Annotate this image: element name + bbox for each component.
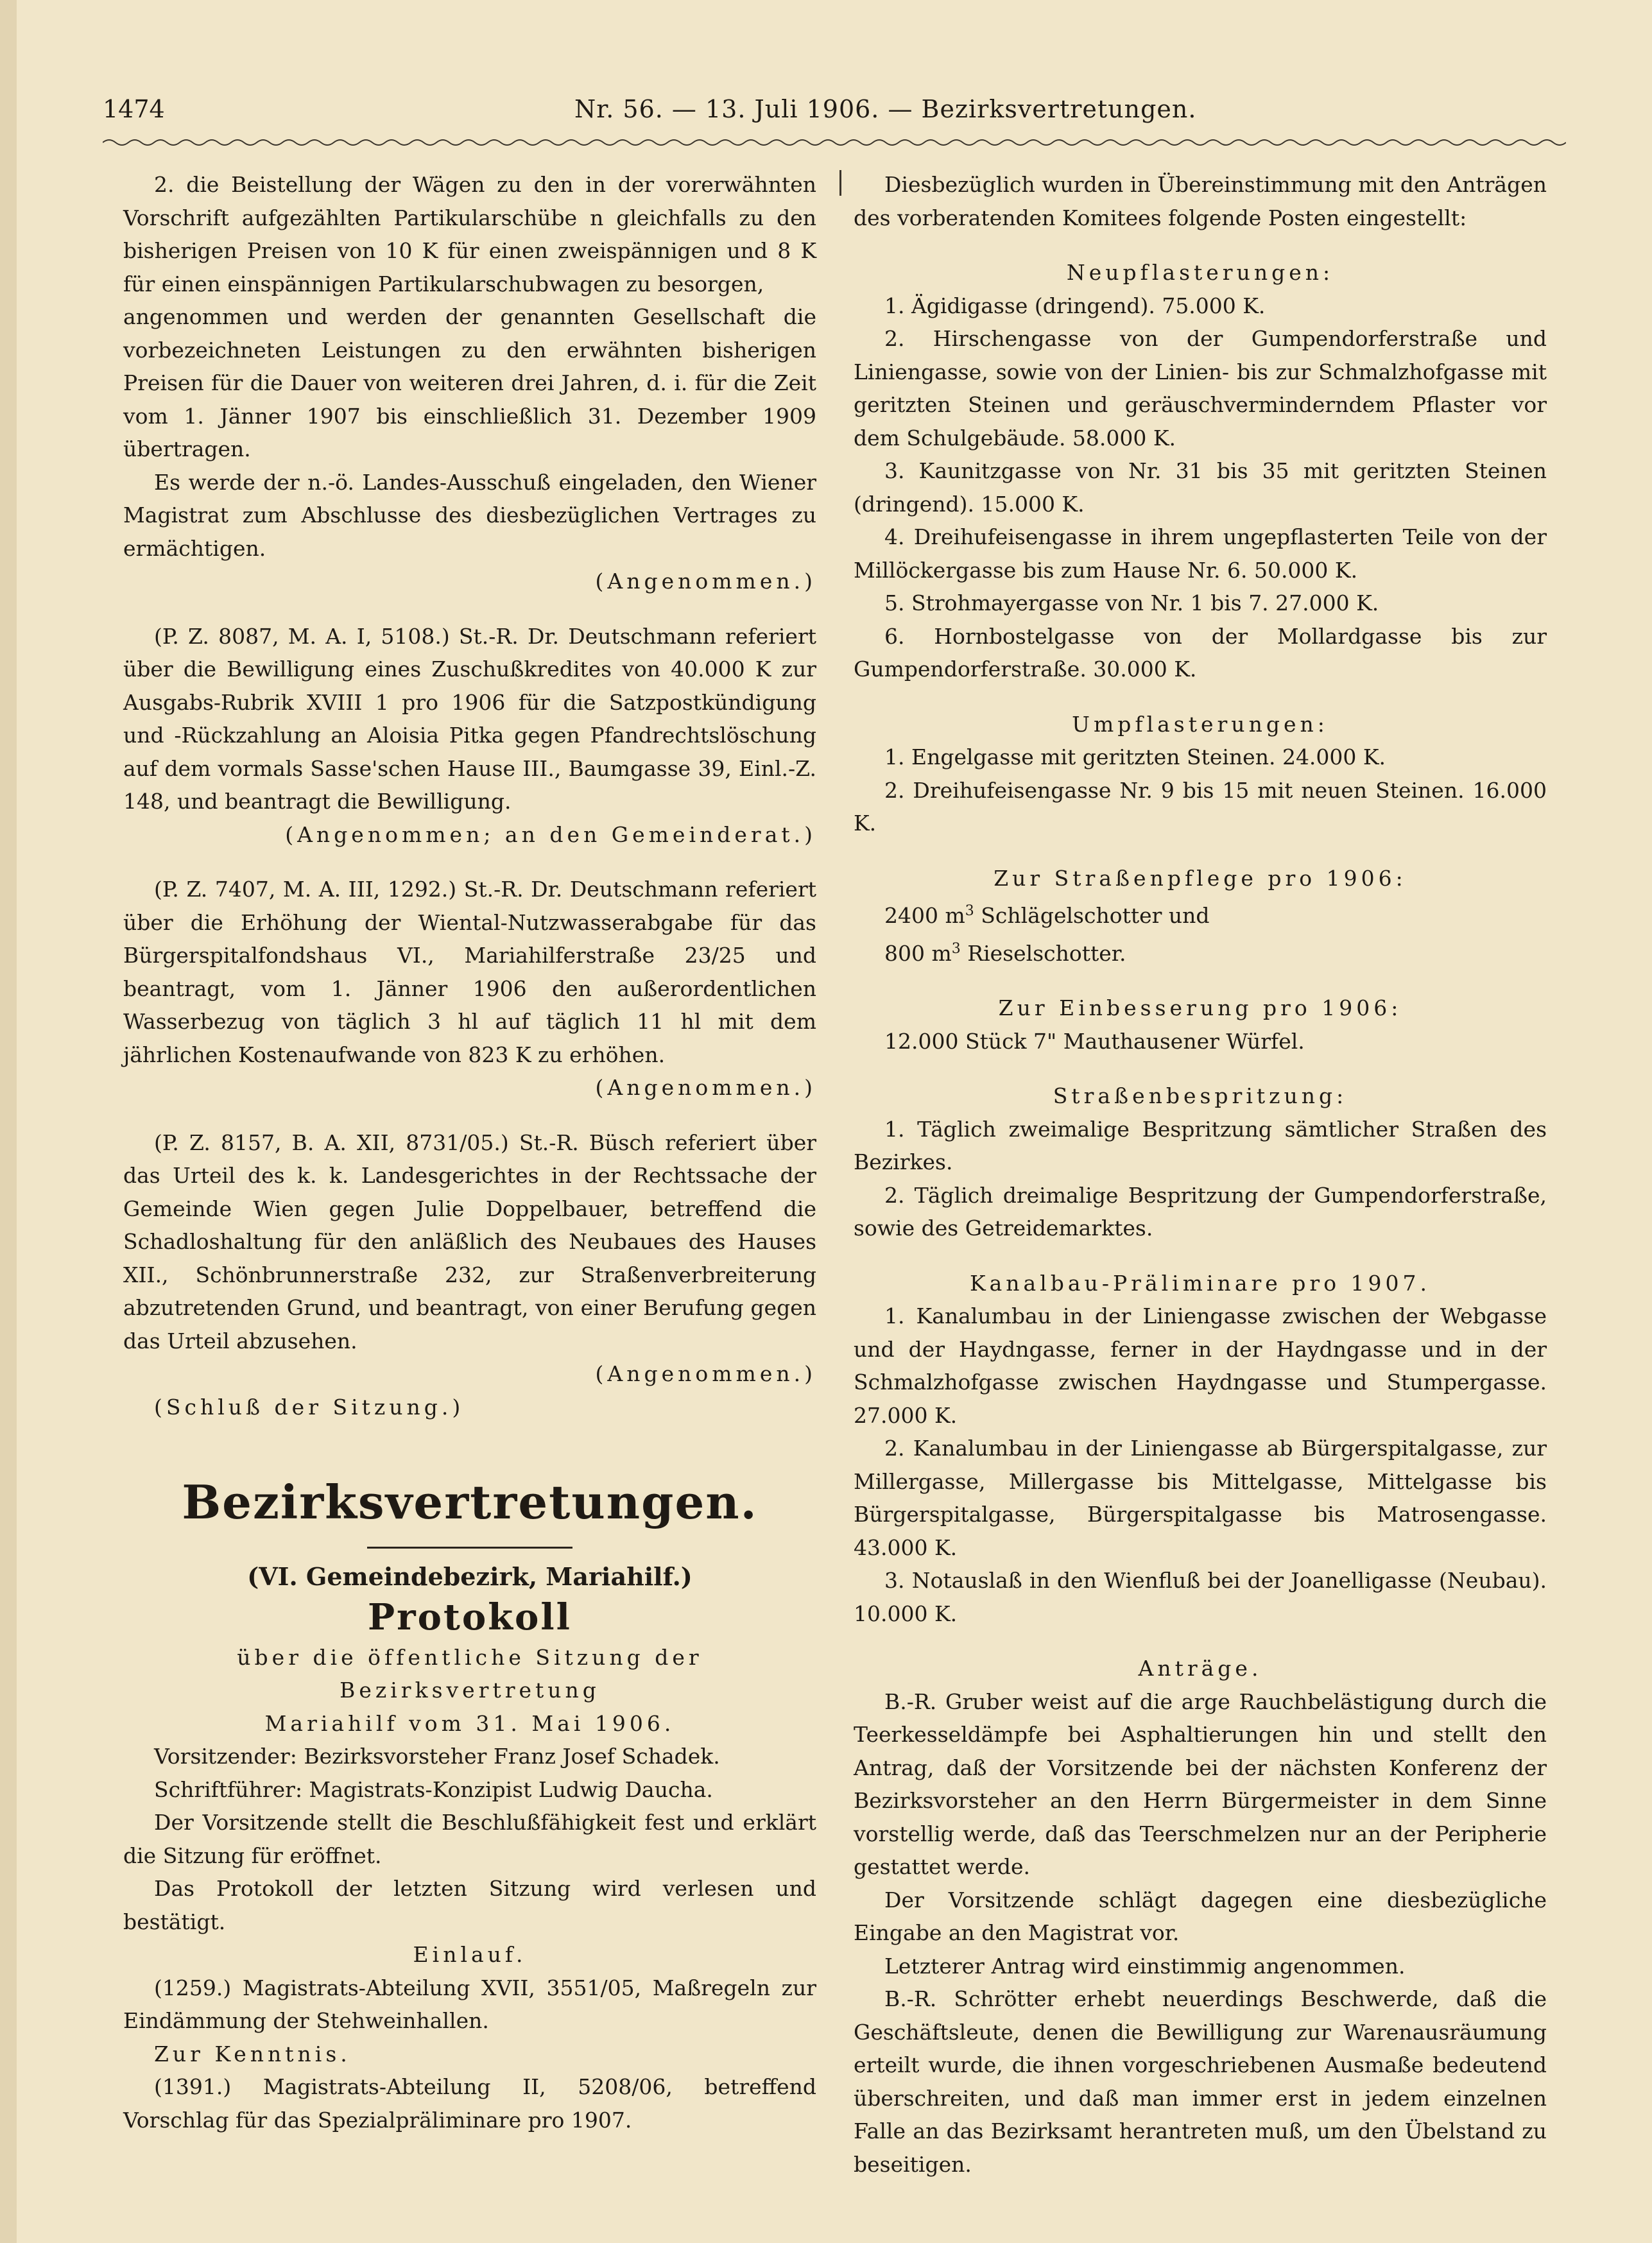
list-item: 2. Dreihufeisengasse Nr. 9 bis 15 mit neuen Steinen. 16.000 K. [854, 777, 1547, 836]
paragraph: (1259.) Magistrats-Abteilung XVII, 3551/05, Maßregeln zur Eindämmung der Stehweinhallen. [123, 1975, 816, 2033]
subsection-heading: Straßenbespritzung: [1053, 1083, 1348, 1108]
session-line: Mariahilf vom 31. Mai 1906. [264, 1710, 675, 1736]
subsection-heading: Zur Einbesserung pro 1906: [998, 995, 1402, 1020]
session-close: (Schluß der Sitzung.) [154, 1394, 465, 1420]
session-line: über die öffentliche Sitzung der Bezirksvertretung [237, 1644, 703, 1703]
subsection-heading: Anträge. [1138, 1656, 1262, 1681]
secretary-line: Schriftführer: Magistrats-Konzipist Ludwig Daucha. [154, 1776, 713, 1802]
left-column [123, 168, 816, 2136]
list-item: 12.000 Stück 7" Mauthausener Würfel. [884, 1028, 1305, 1054]
list-item: 1. Engelgasse mit geritzten Steinen. 24.000 K. [884, 744, 1386, 769]
paragraph: 2. die Beistellung der Wägen zu den in der vorerwähnten Vorschrift aufgezählten Partikularschübe n gleichfalls zu den bisherigen Preisen von 10 K für einen zweispännigen und 8 K für einen einspännigen Partikularschubwagen zu besorgen, [123, 172, 816, 296]
paragraph: B.-R. Gruber weist auf die arge Rauchbelästigung durch die Teerkesseldämpfe bei Asphaltierungen hin und stellt den Antrag, daß der Vorsitzende bei der nächsten Konferenz der Bezirksvorsteher an den Herrn Bürgermeister in dem Sinne vorstellig werde, daß das Teerschmelzen nur an der Peripherie gestattet werde. [854, 1689, 1547, 1879]
list-item: 2400 $m^3$ Schlägelschotter und [884, 903, 1210, 928]
subsection-heading: Einlauf. [413, 1942, 527, 1967]
section-subheading: (VI. Gemeindebezirk, Mariahilf.) [247, 1562, 693, 1591]
paragraph: Der Vorsitzende stellt die Beschlußfähigkeit fest und erklärt die Sitzung für eröffnet. [123, 1810, 816, 1868]
column-divider [839, 170, 841, 196]
list-item: 1. Täglich zweimalige Bespritzung sämtlicher Straßen des Bezirkes. [854, 1116, 1547, 1174]
list-item: 800 $m^3$ Rieselschotter. [884, 940, 1126, 966]
chairman-line: Vorsitzender: Bezirksvorsteher Franz Josef Schadek. [154, 1744, 720, 1769]
list-item: 3. Kaunitzgasse von Nr. 31 bis 35 mit geritzten Steinen (dringend). 15.000 K. [854, 458, 1547, 517]
list-item: 1. Kanalumbau in der Liniengasse zwischen der Webgasse und der Haydngasse, ferner in der Haydngasse und in der Schmalzhofgasse zwischen Haydngasse und Stumpergasse. 27.000 K. [854, 1303, 1547, 1428]
paragraph: Diesbezüglich wurden in Übereinstimmung mit den Anträgen des vorberatenden Komitees folgende Posten eingestellt: [854, 172, 1547, 230]
paragraph: (P. Z. 8087, M. A. I, 5108.) St.-R. Dr. Deutschmann referiert über die Bewilligung eines Zuschußkredites von 40.000 K zur Ausgabs-Rubrik XVIII 1 pro 1906 für die Satzpostkündigung und -Rückzahlung an Aloisia Pitka gegen Pfandrechtslöschung auf dem vormals Sasse'schen Hause III., Baumgasse 39, Einl.-Z. 148, und beantragt die Bewilligung. [123, 623, 816, 814]
subsection-heading: Zur Straßenpflege pro 1906: [994, 865, 1407, 891]
header-title: Nr. 56. — 13. Juli 1906. — Bezirksvertretungen. [574, 95, 1197, 123]
heading-rule [367, 1547, 572, 1549]
list-item: 1. Ägidigasse (dringend). 75.000 K. [884, 293, 1266, 318]
section-heading: Bezirksvertretungen. [182, 1475, 758, 1529]
list-item: 3. Notauslaß in den Wienfluß bei der Joanelligasse (Neubau). 10.000 K. [854, 1568, 1547, 1626]
list-item: 2. Täglich dreimalige Bespritzung der Gumpendorferstraße, sowie des Getreidemarktes. [854, 1182, 1547, 1241]
header-wavy-rule [103, 137, 1566, 148]
subsection-heading: Kanalbau-Präliminare pro 1907. [969, 1270, 1431, 1296]
resolution-note: (Angenommen; an den Gemeinderat.) [285, 821, 816, 847]
list-item: 5. Strohmayergasse von Nr. 1 bis 7. 27.000 K. [884, 590, 1379, 615]
subsection-heading: Umpflasterungen: [1072, 711, 1329, 737]
resolution-note: (Angenommen.) [595, 1075, 816, 1100]
resolution-note: (Angenommen.) [595, 1361, 816, 1386]
paragraph: Es werde der n.-ö. Landes-Ausschuß eingeladen, den Wiener Magistrat zum Abschlusse des diesbezüglichen Vertrages zu ermächtigen. [123, 469, 816, 561]
protocol-title: Protokoll [368, 1595, 572, 1638]
paragraph: Das Protokoll der letzten Sitzung wird verlesen und bestätigt. [123, 1876, 816, 1934]
list-item: 4. Dreihufeisengasse in ihrem ungepflasterten Teile von der Millöckergasse bis zum Hause Nr. 6. 50.000 K. [854, 524, 1547, 583]
subsection-heading: Neupflasterungen: [1066, 260, 1334, 285]
page-header [103, 95, 1566, 133]
paragraph: (P. Z. 8157, B. A. XII, 8731/05.) St.-R. Büsch referiert über das Urteil des k. k. Landesgerichtes in der Rechtssache der Gemeinde Wien gegen Julie Doppelbauer, betreffend die Schadloshaltung für den anläßlich des Neubaues des Hauses XII., Schönbrunnerstraße 232, zur Straßenverbreiterung abzutretenden Grund, und beantragt, von einer Berufung gegen das Urteil abzusehen. [123, 1130, 816, 1354]
list-item: 2. Kanalumbau in der Liniengasse ab Bürgerspitalgasse, zur Millergasse, Millergasse bis Mittelgasse, Mittelgasse bis Bürgerspitalgasse, Bürgerspitalgasse bis Matrosengasse. 43.000 K. [854, 1436, 1547, 1560]
resolution-note: (Angenommen.) [595, 569, 816, 594]
paragraph: B.-R. Schrötter erhebt neuerdings Beschwerde, daß die Geschäftsleute, denen die Bewilligung zur Warenausräumung erteilt wurde, die ihnen vorgeschriebenen Ausmaße bedeutend überschreiten, und daß man immer erst in jedem einzelnen Falle an das Bezirksamt herantreten muß, um den Übelstand zu beseitigen. [854, 1986, 1547, 2177]
paragraph: Zur Kenntnis. [154, 2041, 351, 2067]
paragraph: (P. Z. 7407, M. A. III, 1292.) St.-R. Dr. Deutschmann referiert über die Erhöhung der Wiental-Nutzwasserabgabe für das Bürgerspitalfondshaus VI., Mariahilferstraße 23/25 und beantragt, vom 1. Jänner 1906 den außerordentlichen Wasserbezug von täglich 3 hl auf täglich 11 hl mit dem jährlichen Kostenaufwande von 823 K zu erhöhen. [123, 877, 816, 1067]
page-edge [0, 0, 17, 2243]
right-column [854, 168, 1547, 2181]
list-item: 6. Hornbostelgasse von der Mollardgasse bis zur Gumpendorferstraße. 30.000 K. [854, 623, 1547, 682]
list-item: 2. Hirschengasse von der Gumpendorferstraße und Liniengasse, sowie von der Linien- bis zur Schmalzhofgasse mit geritzten Steinen und geräuschverminderndem Pflaster vor dem Schulgebäude. 58.000 K. [854, 326, 1547, 451]
page-number: 1474 [103, 95, 165, 123]
paragraph: (1391.) Magistrats-Abteilung II, 5208/06, betreffend Vorschlag für das Spezialpräliminare pro 1907. [123, 2074, 816, 2133]
paragraph: Der Vorsitzende schlägt dagegen eine diesbezügliche Eingabe an den Magistrat vor. [854, 1887, 1547, 1945]
paragraph: Letzterer Antrag wird einstimmig angenommen. [884, 1953, 1406, 1979]
paragraph: angenommen und werden der genannten Gesellschaft die vorbezeichneten Leistungen zu den erwähnten bisherigen Preisen für die Dauer von weiteren drei Jahren, d. i. für die Zeit vom 1. Jänner 1907 bis einschließlich 31. Dezember 1909 übertragen. [123, 304, 816, 461]
